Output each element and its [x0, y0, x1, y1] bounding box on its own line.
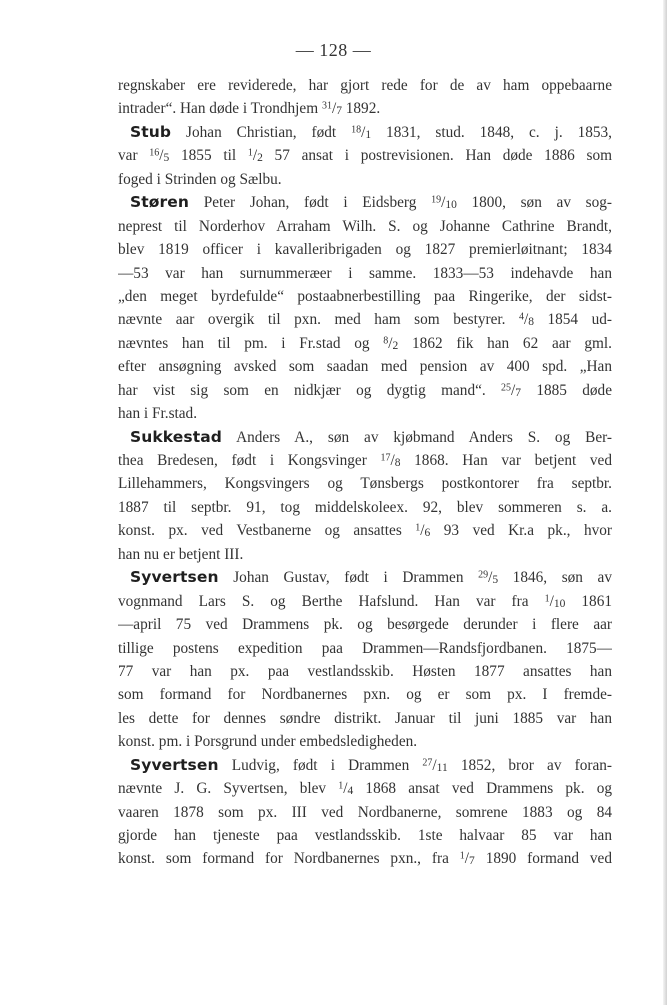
text-line: 1887 til septbr. 91, tog middelskoleex. 92, blev sommeren s. a.: [118, 498, 612, 516]
text-line: som formand for Nordbanernes pxn. og er som px. I fremde-: [118, 686, 612, 704]
date-fraction: $^4/_8$: [518, 311, 534, 329]
text-line: Syvertsen Ludvig, født i Drammen $^{27}/_{11}$ 1852, bror av foran-: [130, 755, 612, 774]
text-line: vognmand Lars S. og Berthe Hafslund. Han var fra $^1/_{10}$ 1861: [118, 592, 612, 610]
text-line: les dette for dennes søndre distrikt. Januar til juni 1885 var han: [118, 709, 612, 727]
text-line: Syvertsen Johan Gustav, født i Drammen $^{29}/_5$ 1846, søn av: [130, 568, 612, 587]
biography-entry: [118, 191, 612, 425]
text-body: [118, 74, 612, 871]
text-line: blev 1819 officer i kavalleribrigaden og 1827 premierløitnant; 1834: [118, 241, 612, 259]
entry-surname: Syvertsen: [130, 755, 219, 774]
text-line: Sukkestad Anders A., søn av kjøbmand Anders S. og Ber-: [130, 427, 612, 446]
text-line: intrader“. Han døde i Trondhjem $^{31}/_7$ 1892.: [118, 100, 381, 118]
text-line: Lillehammers, Kongsvingers og Tønsbergs postkontorer fra septbr.: [118, 475, 612, 493]
date-fraction: $^1/_{10}$: [544, 592, 566, 610]
text-line: har vist sig som en nidkjær og dygtig mand“. $^{25}/_7$ 1885 døde: [118, 381, 612, 399]
date-fraction: $^{29}/_5$: [478, 569, 499, 587]
text-line: —53 var han surnummeræer i samme. 1833—53 indehavde han: [118, 264, 612, 282]
text-line: regnskaber ere reviderede, har gjort rede for de av ham oppebaarne: [118, 77, 612, 94]
text-line: vaaren 1878 som px. III ved Nordbanerne, somrene 1883 og 84: [118, 803, 612, 821]
page-number: — 128 —: [295, 40, 372, 60]
text-line: konst. px. ved Vestbanerne og ansattes $^1/_6$ 93 ved Kr.a pk., hvor: [118, 522, 612, 540]
entry-surname: Stub: [130, 122, 172, 141]
text-line: Stub Johan Christian, født $^{18}/_1$ 1831, stud. 1848, c. j. 1853,: [130, 122, 612, 142]
date-fraction: $^{17}/_8$: [380, 452, 401, 470]
biography-entry: [118, 426, 612, 567]
text-line: var $^{16}/_5$ 1855 til $^1/_2$ 57 ansat i postrevisionen. Han døde 1886 som: [118, 147, 612, 165]
text-line: nævnte aar overgik til pxn. med ham som bestyrer. $^4/_8$ 1854 ud-: [118, 311, 612, 329]
biography-entry: [118, 121, 612, 191]
date-fraction: $^{31}/_7$: [321, 100, 342, 118]
date-fraction: $^{25}/_7$: [501, 381, 522, 399]
date-fraction: $^8/_2$: [383, 334, 399, 352]
text-line: han nu er betjent III.: [118, 545, 244, 563]
text-line: thea Bredesen, født i Kongsvinger $^{17}/_8$ 1868. Han var betjent ved: [118, 452, 612, 470]
text-line: Støren Peter Johan, født i Eidsberg $^{19}/_{10}$ 1800, søn av sog-: [130, 193, 612, 212]
text-line: konst. pm. i Porsgrund under embedsledigheden.: [118, 733, 418, 751]
date-fraction: $^1/_4$: [338, 780, 354, 798]
biography-entry: [118, 566, 612, 754]
text-line: neprest til Norderhov Arraham Wilh. S. og Johanne Cathrine Brandt,: [118, 217, 612, 235]
text-line: efter ansøgning avsked som saadan med pension av 400 spd. „Han: [118, 358, 612, 376]
date-fraction: $^1/_7$: [459, 850, 475, 868]
entry-surname: Sukkestad: [130, 427, 223, 446]
page-edge: [663, 0, 667, 1005]
date-fraction: $^1/_2$: [247, 147, 263, 165]
text-line: 77 var han px. paa vestlandsskib. Høsten 1877 ansattes han: [118, 662, 612, 680]
date-fraction: $^1/_6$: [415, 522, 431, 540]
text-line: nævnte J. G. Syvertsen, blev $^1/_4$ 1868 ansat ved Drammens pk. og: [118, 780, 612, 798]
text-line: nævntes han til pm. i Fr.stad og $^8/_2$ 1862 fik han 62 aar gml.: [118, 334, 612, 352]
text-line: —april 75 ved Drammens pk. og besørgede derunder i flere aar: [118, 616, 612, 634]
entry-surname: Syvertsen: [130, 568, 219, 587]
date-fraction: $^{18}/_1$: [351, 123, 372, 142]
biography-entry: [118, 754, 612, 871]
date-fraction: $^{19}/_{10}$: [431, 194, 457, 212]
text-line: gjorde han tjeneste paa vestlandsskib. 1ste halvaar 85 var han: [118, 827, 612, 844]
paragraph-continuation: [118, 74, 612, 121]
date-fraction: $^{16}/_5$: [149, 147, 170, 165]
entry-surname: Støren: [130, 193, 190, 212]
date-fraction: $^{27}/_{11}$: [422, 756, 448, 774]
text-line: tillige postens expedition paa Drammen—Randsfjordbanen. 1875—: [118, 639, 612, 657]
text-line: han i Fr.stad.: [118, 405, 198, 423]
text-line: „den meget byrdefulde“ postaabnerbestilling paa Ringerike, der sidst-: [118, 287, 612, 305]
text-line: konst. som formand for Nordbanernes pxn., fra $^1/_7$ 1890 formand ved: [118, 850, 612, 868]
text-line: foged i Strinden og Sælbu.: [118, 170, 282, 188]
